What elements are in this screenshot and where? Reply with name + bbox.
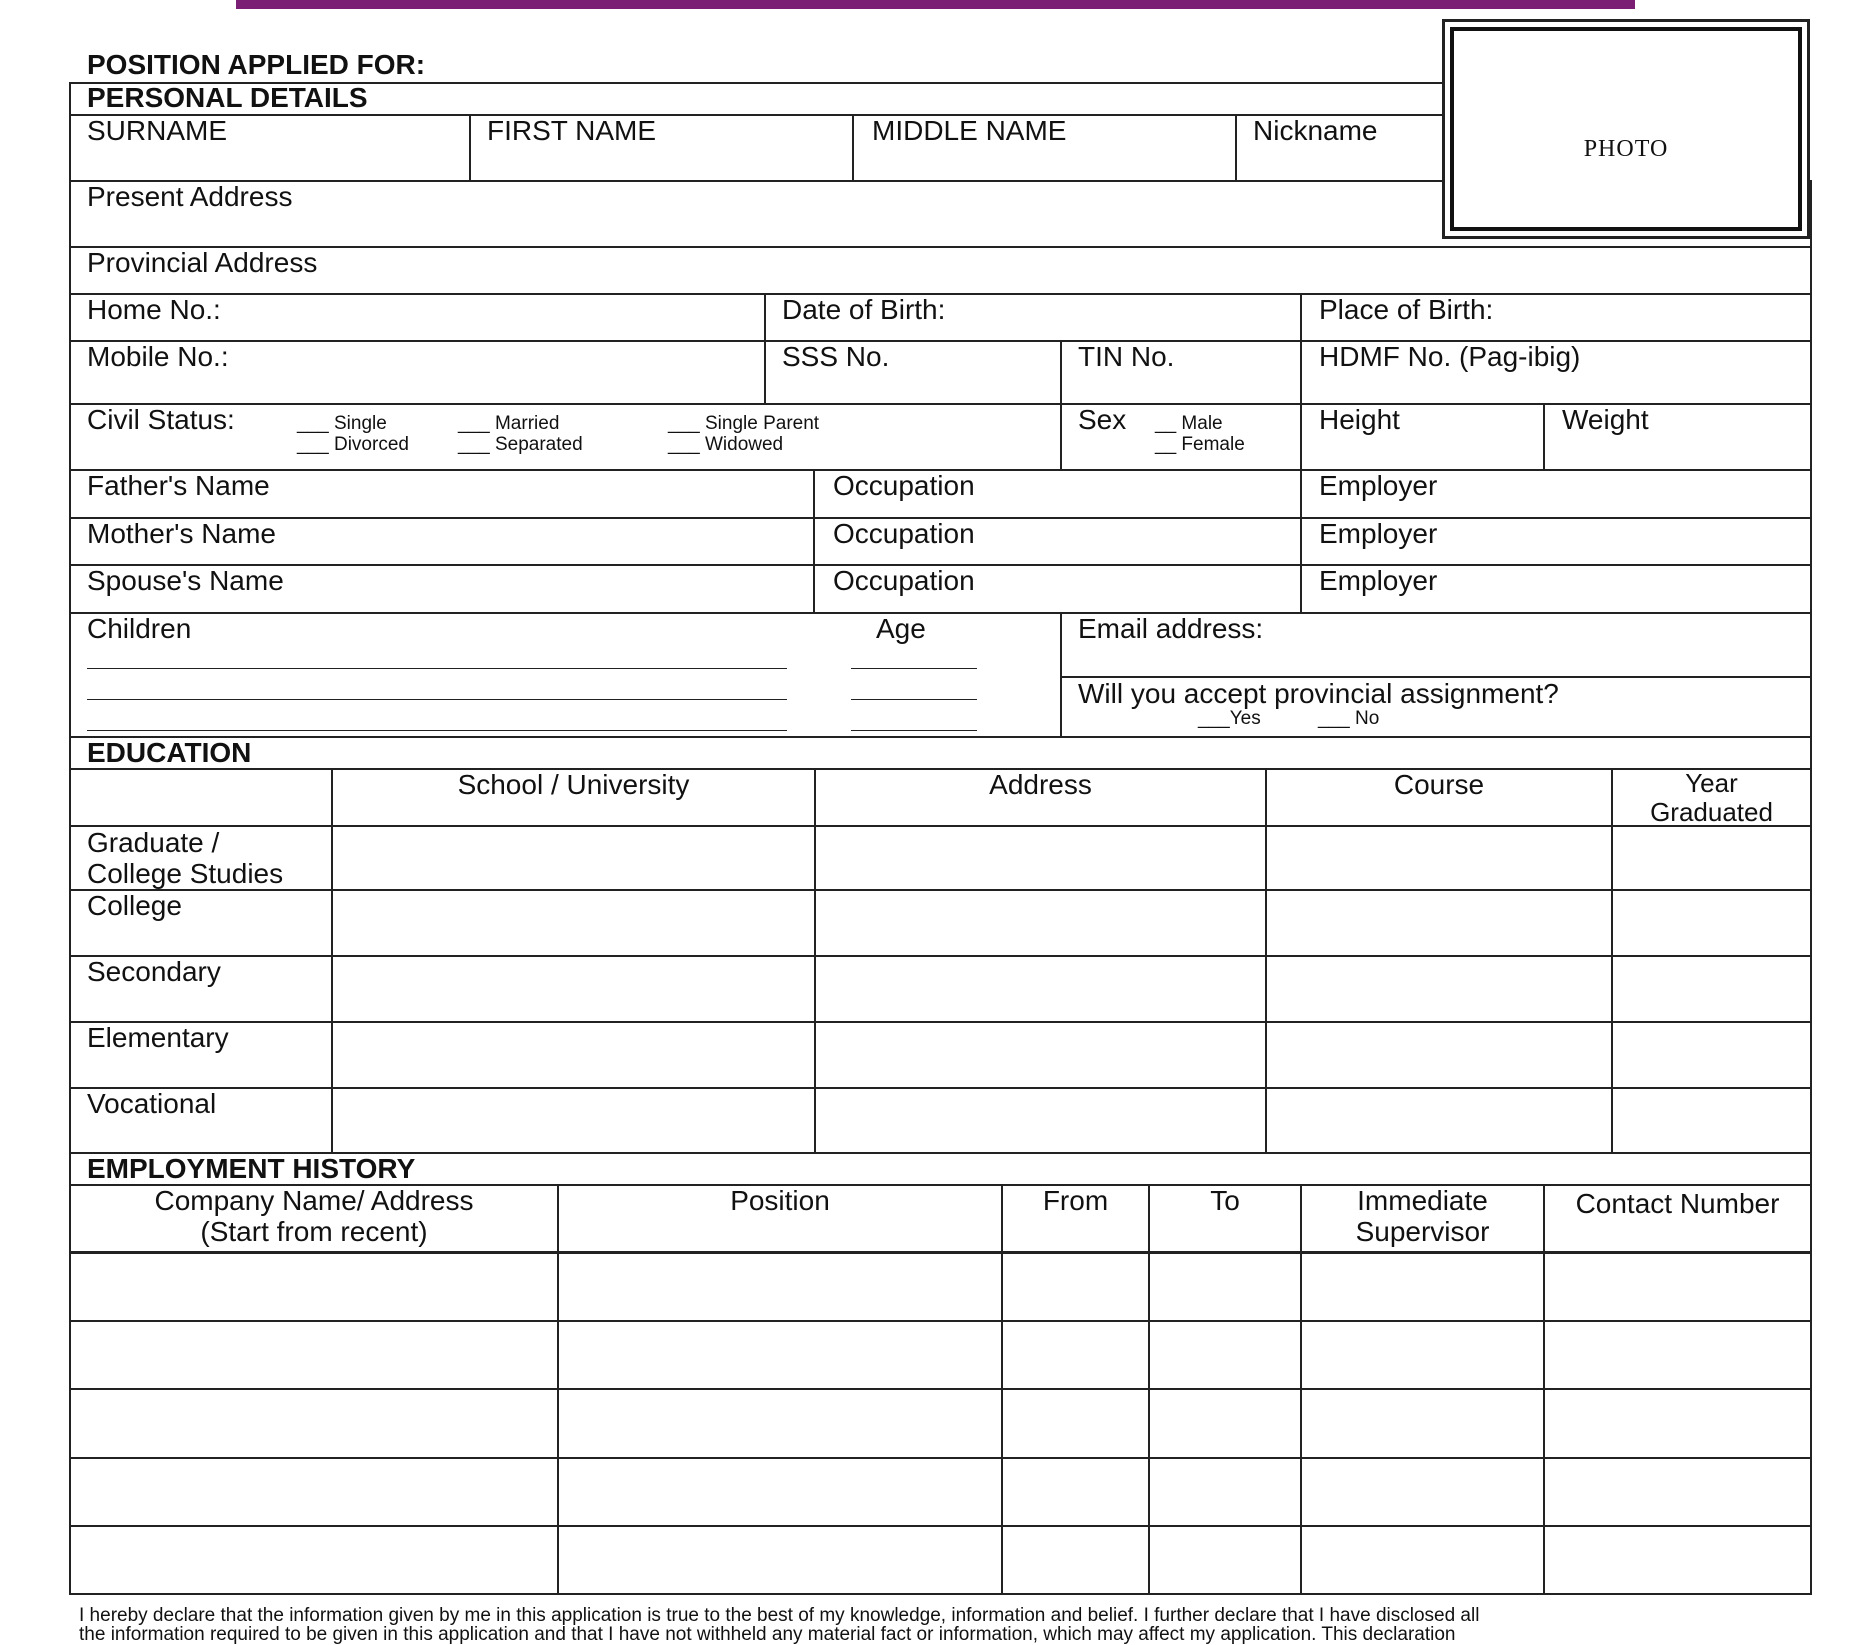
rule (69, 246, 1812, 248)
col-line (1543, 1184, 1545, 1595)
civil-widowed-label: Widowed (704, 434, 784, 455)
col-line (1543, 403, 1545, 470)
col-line (814, 768, 816, 1153)
mobile-no-label: Mobile No.: (87, 341, 229, 372)
rule (69, 612, 1812, 614)
civil-single-parent-option[interactable]: ___ Single Parent (668, 413, 820, 434)
nickname-label: Nickname (1253, 115, 1378, 146)
sex-male-label: Male (1181, 413, 1223, 434)
civil-separated-option[interactable]: ___ Separated (458, 434, 583, 455)
edu-level-graduate-1: Graduate / (87, 827, 220, 858)
col-line (1235, 114, 1237, 181)
tin-no-label: TIN No. (1078, 341, 1175, 372)
child-name-line[interactable] (87, 668, 787, 669)
emp-col-company-2: (Start from recent) (200, 1216, 428, 1247)
child-name-line[interactable] (87, 730, 787, 731)
civil-married-label: Married (494, 413, 560, 434)
provincial-address-label: Provincial Address (87, 247, 318, 278)
height-label: Height (1319, 404, 1400, 435)
civil-single-parent-label: Single Parent (704, 413, 820, 434)
place-of-birth-label: Place of Birth: (1319, 294, 1494, 325)
edu-level-secondary: Secondary (87, 956, 221, 987)
sex-male-option[interactable]: __ Male (1155, 413, 1223, 434)
emp-col-supervisor-2: Supervisor (1355, 1216, 1490, 1247)
col-line (764, 293, 766, 404)
employment-heading: EMPLOYMENT HISTORY (87, 1153, 416, 1184)
edu-level-elementary: Elementary (87, 1022, 229, 1053)
spouse-employer-label: Employer (1319, 565, 1438, 596)
rule (69, 1388, 1812, 1390)
col-line (1060, 340, 1062, 470)
first-name-label: FIRST NAME (487, 115, 657, 146)
surname-label: SURNAME (87, 115, 228, 146)
border-right (1810, 180, 1812, 1595)
children-label: Children (87, 613, 192, 644)
provincial-no-label: No (1354, 708, 1380, 729)
edu-level-vocational: Vocational (87, 1088, 217, 1119)
weight-label: Weight (1562, 404, 1649, 435)
home-no-label: Home No.: (87, 294, 221, 325)
emp-col-contact: Contact Number (1575, 1188, 1780, 1219)
rule (69, 1593, 1812, 1595)
email-label: Email address: (1078, 613, 1264, 644)
col-line (1148, 1184, 1150, 1595)
middle-name-label: MIDDLE NAME (872, 115, 1067, 146)
emp-col-position: Position (730, 1185, 830, 1216)
edu-col-school: School / University (457, 769, 690, 800)
civil-divorced-option[interactable]: ___ Divorced (297, 434, 409, 455)
col-line (1001, 1184, 1003, 1595)
col-line (1265, 768, 1267, 1153)
position-applied-label: POSITION APPLIED FOR: (87, 49, 426, 80)
fathers-name-label: Father's Name (87, 470, 270, 501)
present-address-label: Present Address (87, 181, 293, 212)
provincial-assignment-label: Will you accept provincial assignment? (1078, 678, 1559, 709)
rule (69, 736, 1812, 738)
declaration-line-1: I hereby declare that the information given by me in this application is true to the best of my knowledge, information and belief. I further declare that I have disclosed all (79, 1605, 1480, 1626)
child-age-line[interactable] (851, 668, 977, 669)
mothers-name-label: Mother's Name (87, 518, 276, 549)
sex-female-option[interactable]: __ Female (1155, 434, 1245, 455)
emp-col-supervisor-1: Immediate (1357, 1185, 1488, 1216)
emp-col-company-1: Company Name/ Address (154, 1185, 474, 1216)
col-line (813, 469, 815, 613)
photo-label: PHOTO (1583, 136, 1669, 162)
date-of-birth-label: Date of Birth: (782, 294, 946, 325)
sex-label: Sex (1078, 404, 1127, 435)
rule (69, 1457, 1812, 1459)
age-label: Age (876, 613, 926, 644)
declaration-line-2: the information required to be given in this application and that I have not withheld any material fact or information, which may affect my application. This declaration (79, 1624, 1456, 1645)
photo-box-inner (1450, 27, 1802, 231)
civil-single-option[interactable]: ___ Single (297, 413, 387, 434)
edu-col-year-2: Graduated (1650, 797, 1773, 827)
provincial-yes-label: Yes (1229, 708, 1261, 729)
emp-col-to: To (1210, 1185, 1240, 1216)
position-applied-input[interactable] (440, 50, 1430, 80)
rule (69, 1525, 1812, 1527)
emp-col-from: From (1042, 1185, 1109, 1216)
father-occupation-label: Occupation (833, 470, 975, 501)
top-accent-bar (236, 0, 1635, 9)
edu-level-college: College (87, 890, 182, 921)
provincial-yes-option[interactable]: ___Yes (1198, 708, 1261, 729)
mother-occupation-label: Occupation (833, 518, 975, 549)
spouses-name-label: Spouse's Name (87, 565, 284, 596)
civil-married-option[interactable]: ___ Married (458, 413, 560, 434)
col-line (557, 1184, 559, 1595)
father-employer-label: Employer (1319, 470, 1438, 501)
mother-employer-label: Employer (1319, 518, 1438, 549)
sex-female-label: Female (1181, 434, 1245, 455)
personal-details-heading: PERSONAL DETAILS (87, 82, 368, 113)
sss-no-label: SSS No. (782, 341, 890, 372)
child-age-line[interactable] (851, 699, 977, 700)
edu-col-year-1: Year (1685, 768, 1738, 798)
rule (69, 1320, 1812, 1322)
edu-level-graduate-2: College Studies (87, 858, 284, 889)
rule (69, 403, 1812, 405)
col-line (1300, 293, 1302, 470)
civil-single-label: Single (333, 413, 387, 434)
rule-thick (69, 1251, 1812, 1254)
education-heading: EDUCATION (87, 737, 252, 768)
child-age-line[interactable] (851, 730, 977, 731)
child-name-line[interactable] (87, 699, 787, 700)
civil-separated-label: Separated (494, 434, 583, 455)
provincial-no-option[interactable]: ___ No (1318, 708, 1380, 729)
civil-status-label: Civil Status: (87, 404, 235, 435)
border-left (69, 82, 71, 1595)
civil-widowed-option[interactable]: ___ Widowed (668, 434, 784, 455)
col-line (1300, 469, 1302, 613)
col-line (852, 114, 854, 181)
edu-col-course: Course (1393, 769, 1485, 800)
col-line (331, 768, 333, 1153)
hdmf-no-label: HDMF No. (Pag-ibig) (1319, 341, 1581, 372)
spouse-occupation-label: Occupation (833, 565, 975, 596)
col-line (469, 114, 471, 181)
col-line (1060, 612, 1062, 737)
civil-divorced-label: Divorced (333, 434, 409, 455)
edu-col-address: Address (989, 769, 1092, 800)
